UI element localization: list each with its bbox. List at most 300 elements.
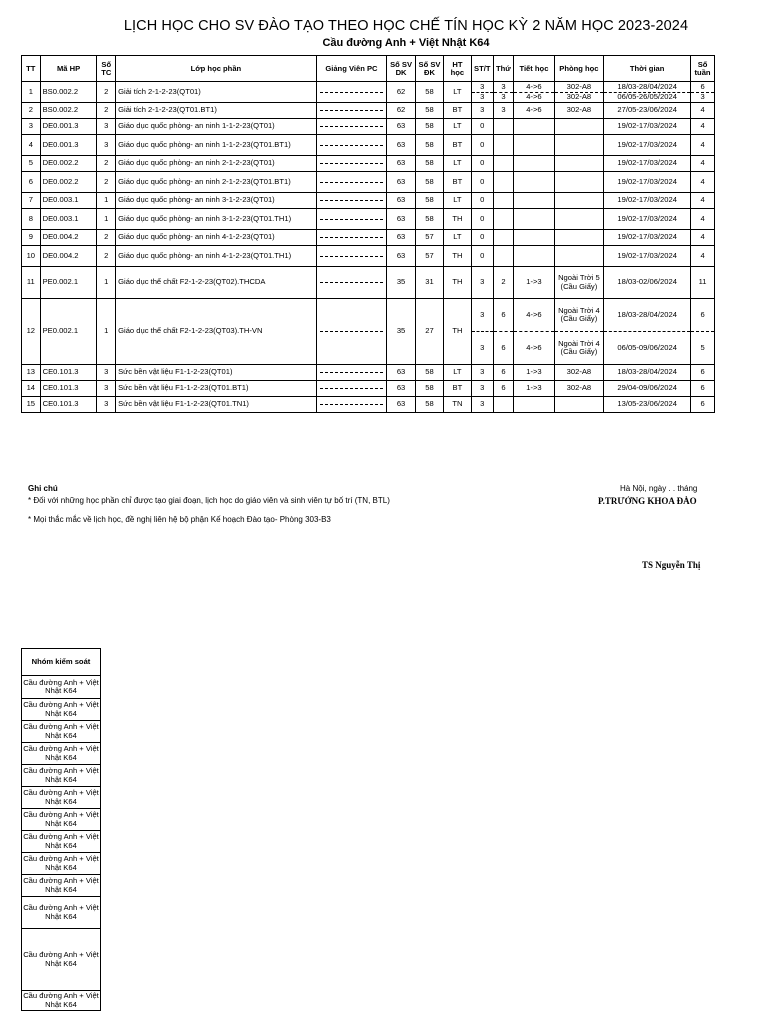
cell-giang-vien [316,172,386,193]
cell-tt: 15 [22,397,41,413]
cell-thoi-gian: 06/05-26/05/2024 [604,92,691,103]
cell-tiet-hoc: 4->6 [514,332,554,365]
cell-so-tuan: 4 [691,156,715,172]
cell-tiet-hoc: 4->6 [514,82,554,93]
control-group-row [22,853,101,875]
cell-thu [493,135,514,156]
cell-phong-hoc: Ngoài Trời 5 (Cầu Giấy) [554,267,604,299]
cell-st-t: 3 [471,103,493,119]
cell-thoi-gian: 19/02-17/03/2024 [604,246,691,267]
cell-thoi-gian: 19/02-17/03/2024 [604,230,691,246]
schedule-table [21,55,715,413]
header-thoi-gian: Thời gian [604,56,691,82]
lecturer-placeholder-line [320,331,383,332]
cell-so-sv-dk: 35 [387,267,416,299]
control-group-cell: Cầu đường Anh + Việt Nhật K64 [22,875,101,897]
cell-thoi-gian: 19/02-17/03/2024 [604,193,691,209]
cell-lop-hoc-phan: Giáo dục quốc phòng- an ninh 3-1-2-23(QT01.TH1) [116,209,317,230]
cell-thoi-gian: 18/03-28/04/2024 [604,299,691,332]
control-group-table [21,648,101,1011]
cell-so-tuan: 4 [691,209,715,230]
cell-so-tuan: 6 [691,381,715,397]
cell-phong-hoc [554,397,604,413]
cell-lop-hoc-phan: Giáo dục quốc phòng- an ninh 4-1-2-23(QT01) [116,230,317,246]
cell-thoi-gian: 19/02-17/03/2024 [604,172,691,193]
cell-ht-hoc: LT [443,119,471,135]
header-lop-hoc-phan: Lớp học phần [116,56,317,82]
cell-so-sv-dk-2: 57 [416,246,444,267]
cell-so-tc: 2 [97,172,116,193]
cell-ma-hp: DE0.001.3 [40,119,97,135]
cell-ma-hp: DE0.004.2 [40,246,97,267]
header-thu: Thứ [493,56,514,82]
note-line-2: * Mọi thắc mắc về lịch học, đề nghị liên hệ bộ phận Kế hoạch Đào tạo- Phòng 303-B3 [28,515,331,524]
cell-so-sv-dk: 63 [387,381,416,397]
cell-ma-hp: BS0.002.2 [40,82,97,103]
cell-phong-hoc: 302-A8 [554,82,604,93]
table-row [22,209,715,230]
cell-lop-hoc-phan: Giáo dục thể chất F2-1-2-23(QT03).TH-VN [116,299,317,365]
control-group-cell: Cầu đường Anh + Việt Nhật K64 [23,991,99,1009]
cell-tiet-hoc: 1->3 [514,267,554,299]
cell-giang-vien [316,230,386,246]
cell-ht-hoc: BT [443,381,471,397]
cell-giang-vien [316,156,386,172]
header-st-t: ST/T [471,56,493,82]
cell-giang-vien [316,209,386,230]
cell-ma-hp: PE0.002.1 [40,267,97,299]
cell-ht-hoc: TN [443,397,471,413]
control-group-cell: Cầu đường Anh + Việt Nhật K64 [22,787,101,809]
cell-ma-hp: DE0.001.3 [40,135,97,156]
cell-so-sv-dk-2: 58 [416,156,444,172]
cell-so-sv-dk-2: 58 [416,365,444,381]
table-row [22,172,715,193]
control-group-cell: Cầu đường Anh + Việt Nhật K64 [22,743,101,765]
document-title: LỊCH HỌC CHO SV ĐÀO TẠO THEO HỌC CHẾ TÍN HỌC KỲ 2 NĂM HỌC 2023-2024 [123,18,689,34]
control-group-row [22,676,101,699]
cell-ma-hp: CE0.101.3 [40,397,97,413]
cell-giang-vien [316,246,386,267]
cell-lop-hoc-phan: Giải tích 2-1-2-23(QT01.BT1) [116,103,317,119]
lecturer-placeholder-line [320,237,383,238]
control-group-row [22,765,101,787]
cell-so-sv-dk-2: 58 [416,209,444,230]
cell-thoi-gian: 19/02-17/03/2024 [604,135,691,156]
table-row [22,193,715,209]
cell-so-tuan: 4 [691,246,715,267]
cell-st-t: 0 [471,246,493,267]
cell-phong-hoc [554,156,604,172]
cell-so-tuan: 4 [691,103,715,119]
cell-thoi-gian: 19/02-17/03/2024 [604,119,691,135]
cell-ht-hoc: LT [443,156,471,172]
cell-st-t: 3 [471,365,493,381]
cell-st-t: 3 [471,82,493,93]
cell-ma-hp: DE0.002.2 [40,172,97,193]
cell-so-sv-dk: 63 [387,209,416,230]
cell-tt: 1 [22,82,41,103]
control-group-header: Nhóm kiểm soát [22,649,101,676]
cell-ht-hoc: LT [443,365,471,381]
cell-tt: 7 [22,193,41,209]
cell-so-sv-dk: 63 [387,156,416,172]
cell-tt: 9 [22,230,41,246]
cell-thoi-gian: 06/05-09/06/2024 [604,332,691,365]
header-ma-hp: Mã HP [40,56,97,82]
cell-so-sv-dk: 63 [387,365,416,381]
lecturer-placeholder-line [320,404,383,405]
cell-st-t: 3 [471,381,493,397]
cell-lop-hoc-phan: Giáo dục quốc phòng- an ninh 1-1-2-23(QT01.BT1) [116,135,317,156]
cell-so-sv-dk-2: 58 [416,193,444,209]
cell-so-tuan: 4 [691,135,715,156]
note-line-1: * Đối với những học phần chỉ được tạo giai đoạn, lịch học do giáo viên và sinh viên tự bố trí (TN, BTL) [28,496,390,505]
cell-tiet-hoc [514,156,554,172]
cell-lop-hoc-phan: Giải tích 2-1-2-23(QT01) [116,82,317,103]
cell-thu: 6 [493,299,514,332]
cell-so-tc: 2 [97,246,116,267]
cell-tiet-hoc [514,119,554,135]
cell-thu: 2 [493,267,514,299]
notes-heading: Ghi chú [28,484,58,493]
cell-giang-vien [316,267,386,299]
cell-phong-hoc [554,119,604,135]
cell-giang-vien [316,397,386,413]
cell-tiet-hoc [514,135,554,156]
cell-giang-vien [316,103,386,119]
control-group-row [22,991,101,1011]
cell-so-sv-dk-2: 58 [416,135,444,156]
cell-thu [493,209,514,230]
control-group-row [22,897,101,929]
control-group-cell: Cầu đường Anh + Việt Nhật K64 [22,831,101,853]
cell-so-tuan: 6 [691,397,715,413]
cell-giang-vien [316,193,386,209]
cell-tt: 4 [22,135,41,156]
cell-thu [493,246,514,267]
cell-tt: 12 [22,299,41,365]
cell-thu: 3 [493,103,514,119]
cell-so-tc: 1 [97,267,116,299]
cell-ht-hoc: BT [443,172,471,193]
cell-ma-hp: DE0.004.2 [40,230,97,246]
cell-tt: 3 [22,119,41,135]
cell-st-t: 0 [471,135,493,156]
header-ht-hoc: HT học [443,56,471,82]
cell-ma-hp: DE0.002.2 [40,156,97,172]
lecturer-placeholder-line [320,372,383,373]
cell-ht-hoc: BT [443,103,471,119]
table-row [22,365,715,381]
table-row [22,246,715,267]
cell-so-sv-dk: 63 [387,135,416,156]
signer-name: TS Nguyễn Thị [642,560,701,570]
control-group-cell: Cầu đường Anh + Việt Nhật K64 [22,809,101,831]
department-title: P.TRƯỞNG KHOA ĐÀO [598,496,697,506]
cell-tt: 14 [22,381,41,397]
lecturer-placeholder-line [320,92,383,93]
header-tiet-hoc: Tiết học [514,56,554,82]
cell-phong-hoc: 302-A8 [554,381,604,397]
cell-thoi-gian: 29/04-09/06/2024 [604,381,691,397]
cell-thoi-gian: 19/02-17/03/2024 [604,209,691,230]
cell-thoi-gian: 19/02-17/03/2024 [604,156,691,172]
cell-so-tuan: 11 [691,267,715,299]
header-phong-hoc: Phòng học [554,56,604,82]
lecturer-placeholder-line [320,282,383,283]
cell-thu [493,397,514,413]
lecturer-placeholder-line [320,219,383,220]
cell-so-sv-dk-2: 58 [416,381,444,397]
cell-st-t: 3 [471,332,493,365]
cell-so-tc: 1 [97,209,116,230]
header-so-sv-dk-2: Số SV ĐK [416,56,444,82]
table-row [22,135,715,156]
cell-lop-hoc-phan: Giáo dục quốc phòng- an ninh 2-1-2-23(QT01) [116,156,317,172]
cell-ma-hp: BS0.002.2 [40,103,97,119]
cell-so-sv-dk: 63 [387,246,416,267]
cell-so-tc: 2 [97,156,116,172]
cell-so-sv-dk-2: 58 [416,172,444,193]
cell-thu: 6 [493,365,514,381]
cell-lop-hoc-phan: Giáo dục quốc phòng- an ninh 4-1-2-23(QT01.TH1) [116,246,317,267]
lecturer-placeholder-line [320,388,383,389]
control-group-cell: Cầu đường Anh + Việt Nhật K64 [22,897,101,929]
cell-so-tc: 3 [97,381,116,397]
cell-thoi-gian: 18/03-02/06/2024 [604,267,691,299]
control-group-row [22,743,101,765]
cell-ht-hoc: LT [443,82,471,103]
lecturer-placeholder-line [320,182,383,183]
cell-so-sv-dk-2: 27 [416,299,444,365]
cell-lop-hoc-phan: Sức bền vật liệu F1-1-2-23(QT01.BT1) [116,381,317,397]
cell-ht-hoc: BT [443,135,471,156]
control-group-row [22,831,101,853]
cell-phong-hoc [554,135,604,156]
cell-thoi-gian: 13/05-23/06/2024 [604,397,691,413]
cell-tiet-hoc: 4->6 [514,92,554,103]
cell-so-sv-dk-2: 58 [416,397,444,413]
cell-tt: 13 [22,365,41,381]
table-row [22,103,715,119]
cell-so-tc: 3 [97,397,116,413]
cell-giang-vien [316,381,386,397]
cell-so-sv-dk-2: 58 [416,119,444,135]
lecturer-placeholder-line [320,200,383,201]
cell-phong-hoc: Ngoài Trời 4 (Cầu Giấy) [554,332,604,365]
cell-tiet-hoc: 4->6 [514,299,554,332]
cell-so-tuan: 4 [691,119,715,135]
control-group-row [22,787,101,809]
cell-lop-hoc-phan: Giáo dục quốc phòng- an ninh 1-1-2-23(QT01) [116,119,317,135]
cell-thu: 3 [493,82,514,93]
control-group-cell: Cầu đường Anh + Việt Nhật K64 [22,721,101,743]
cell-lop-hoc-phan: Giáo dục thể chất F2-1-2-23(QT02).THCDA [116,267,317,299]
table-row [22,267,715,299]
cell-so-sv-dk-2: 58 [416,82,444,103]
cell-thu [493,119,514,135]
cell-phong-hoc [554,230,604,246]
cell-so-sv-dk: 63 [387,193,416,209]
cell-tiet-hoc [514,397,554,413]
control-group-row [22,699,101,721]
cell-thu: 3 [493,92,514,103]
cell-tiet-hoc [514,230,554,246]
lecturer-placeholder-line [320,110,383,111]
cell-thu [493,172,514,193]
cell-st-t: 0 [471,209,493,230]
table-row [22,156,715,172]
cell-giang-vien [316,299,386,365]
control-group-row [22,721,101,743]
cell-ht-hoc: LT [443,193,471,209]
cell-so-tuan: 6 [691,365,715,381]
cell-so-tuan: 4 [691,230,715,246]
cell-lop-hoc-phan: Giáo dục quốc phòng- an ninh 3-1-2-23(QT01) [116,193,317,209]
document-subtitle: Cầu đường Anh + Việt Nhật K64 [322,37,490,49]
cell-ht-hoc: TH [443,246,471,267]
cell-giang-vien [316,135,386,156]
cell-tiet-hoc: 1->3 [514,365,554,381]
cell-lop-hoc-phan: Giáo dục quốc phòng- an ninh 2-1-2-23(QT01.BT1) [116,172,317,193]
control-group-cell: Cầu đường Anh + Việt Nhật K64 [22,699,101,721]
cell-so-sv-dk-2: 58 [416,103,444,119]
header-so-sv-dk: Số SV DK [387,56,416,82]
table-row [22,82,715,93]
lecturer-placeholder-line [320,163,383,164]
cell-thoi-gian: 18/03-28/04/2024 [604,365,691,381]
cell-lop-hoc-phan: Sức bền vật liệu F1-1-2-23(QT01.TN1) [116,397,317,413]
cell-so-tuan: 5 [691,332,715,365]
cell-so-sv-dk: 63 [387,172,416,193]
cell-giang-vien [316,82,386,103]
cell-thoi-gian: 18/03-28/04/2024 [604,82,691,93]
cell-so-tc: 3 [97,119,116,135]
table-row [22,299,715,332]
cell-tiet-hoc [514,193,554,209]
cell-tiet-hoc [514,209,554,230]
cell-so-sv-dk: 62 [387,103,416,119]
header-so-tuan: Số tuần [691,56,715,82]
cell-ma-hp: CE0.101.3 [40,381,97,397]
cell-so-tc: 2 [97,103,116,119]
cell-ma-hp: PE0.002.1 [40,299,97,365]
control-group-cell: Cầu đường Anh + Việt Nhật K64 [22,676,101,699]
cell-so-tc: 2 [97,230,116,246]
cell-tt: 11 [22,267,41,299]
table-header-row [22,56,715,82]
cell-phong-hoc [554,209,604,230]
cell-so-tc: 2 [97,82,116,103]
cell-phong-hoc: 302-A8 [554,365,604,381]
cell-so-tc: 1 [97,193,116,209]
header-giang-vien: Giảng Viên PC [316,56,386,82]
cell-so-sv-dk: 63 [387,397,416,413]
cell-tt: 6 [22,172,41,193]
control-group-cell: Cầu đường Anh + Việt Nhật K64 [22,853,101,875]
cell-ma-hp: DE0.003.1 [40,193,97,209]
cell-ht-hoc: TH [443,299,471,365]
cell-tiet-hoc: 4->6 [514,103,554,119]
cell-tt: 10 [22,246,41,267]
table-row [22,119,715,135]
place-date: Hà Nội, ngày . . tháng [620,484,698,493]
cell-so-tuan: 4 [691,172,715,193]
control-group-row [22,809,101,831]
cell-giang-vien [316,365,386,381]
cell-thu [493,230,514,246]
cell-phong-hoc [554,193,604,209]
cell-ht-hoc: LT [443,230,471,246]
cell-st-t: 0 [471,193,493,209]
cell-st-t: 0 [471,119,493,135]
cell-so-tuan: 4 [691,193,715,209]
cell-tt: 5 [22,156,41,172]
cell-st-t: 0 [471,156,493,172]
control-group-row [22,875,101,897]
cell-so-sv-dk: 35 [387,299,416,365]
cell-ht-hoc: TH [443,209,471,230]
cell-tiet-hoc: 1->3 [514,381,554,397]
cell-so-tc: 3 [97,135,116,156]
cell-tt: 2 [22,103,41,119]
cell-st-t: 3 [471,92,493,103]
cell-so-sv-dk: 63 [387,119,416,135]
cell-so-sv-dk: 63 [387,230,416,246]
control-group-row [22,929,101,991]
cell-so-sv-dk-2: 31 [416,267,444,299]
cell-st-t: 3 [471,397,493,413]
cell-st-t: 0 [471,230,493,246]
cell-so-tuan: 3 [691,92,715,103]
table-row [22,230,715,246]
cell-giang-vien [316,119,386,135]
lecturer-placeholder-line [320,126,383,127]
table-row [22,381,715,397]
cell-ma-hp: DE0.003.1 [40,209,97,230]
cell-tt: 8 [22,209,41,230]
cell-thu: 6 [493,381,514,397]
cell-st-t: 3 [471,299,493,332]
header-tt: TT [22,56,41,82]
cell-ht-hoc: TH [443,267,471,299]
cell-st-t: 3 [471,267,493,299]
cell-thu: 6 [493,332,514,365]
cell-st-t: 0 [471,172,493,193]
cell-lop-hoc-phan: Sức bền vật liệu F1-1-2-23(QT01) [116,365,317,381]
cell-tiet-hoc [514,172,554,193]
cell-tiet-hoc [514,246,554,267]
cell-phong-hoc: Ngoài Trời 4 (Cầu Giấy) [554,299,604,332]
table-row [22,397,715,413]
lecturer-placeholder-line [320,256,383,257]
cell-thu [493,193,514,209]
control-group-cell: Cầu đường Anh + Việt Nhật K64 [22,929,101,991]
cell-so-tuan: 6 [691,299,715,332]
control-group-cell: Cầu đường Anh + Việt Nhật K64 [22,765,101,787]
cell-so-tc: 3 [97,365,116,381]
cell-thoi-gian: 27/05-23/06/2024 [604,103,691,119]
header-so-tc: Số TC [97,56,116,82]
lecturer-placeholder-line [320,145,383,146]
cell-thu [493,156,514,172]
cell-phong-hoc [554,172,604,193]
cell-phong-hoc: 302-A8 [554,92,604,103]
cell-phong-hoc: 302-A8 [554,103,604,119]
cell-so-tc: 1 [97,299,116,365]
cell-phong-hoc [554,246,604,267]
